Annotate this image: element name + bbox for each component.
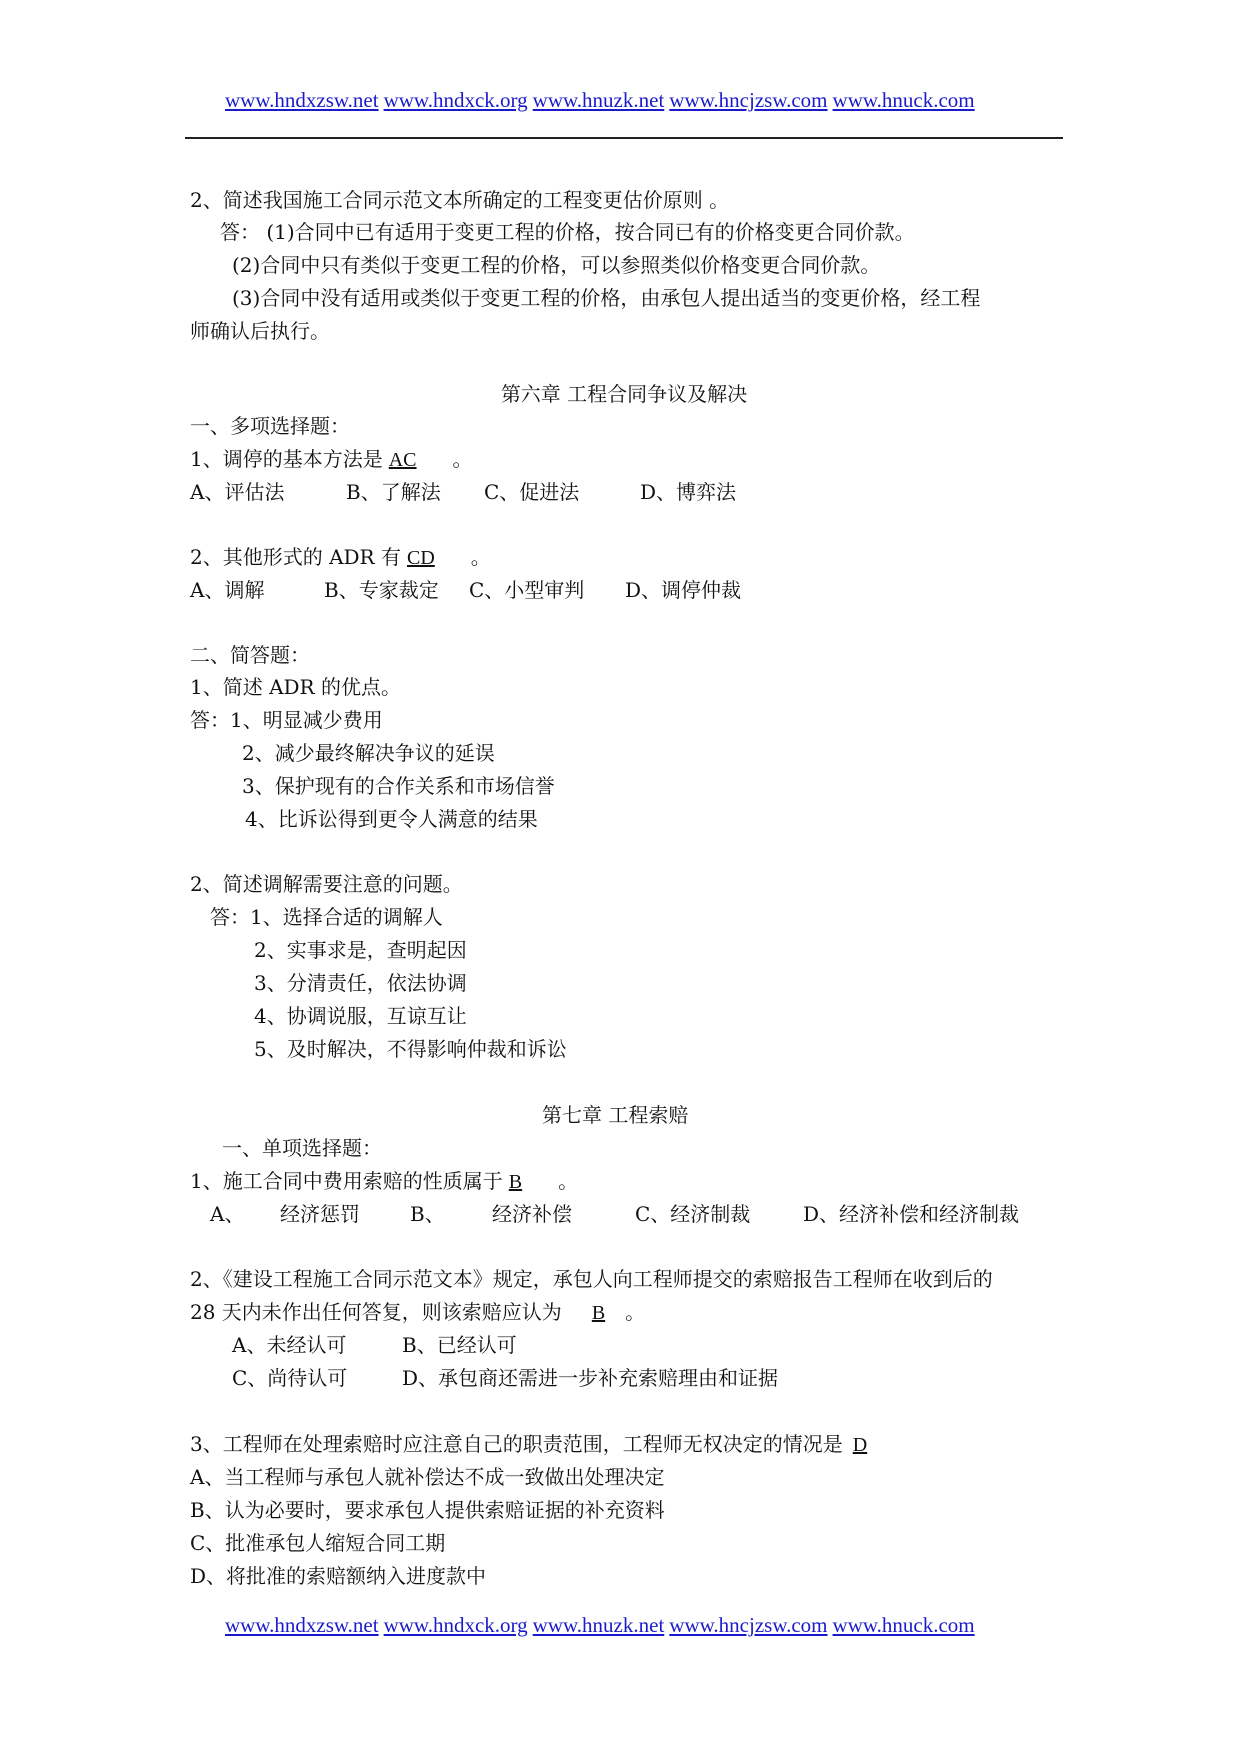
ch7-q3-option-d: D、将批准的索赔额纳入进度款中 [190,1564,487,1588]
ch7-q2-text: 28 天内未作出任何答复，则该索赔应认为 [190,1300,562,1324]
ch7-q3-text: 3、工程师在处理索赔时应注意自己的职责范围，工程师无权决定的情况是 [190,1432,843,1456]
ch6-section2-heading: 二、简答题： [190,643,310,667]
ch6-q2-option-b: B、专家裁定 [324,578,439,602]
footer-link-2[interactable]: www.hndxck.org [383,1613,528,1637]
ch6-q1-option-a: A、评估法 [190,480,285,504]
ch6-sq2-answer-2: 2、实事求是，查明起因 [254,938,467,962]
ch6-sq1-answer-3: 3、保护现有的合作关系和市场信誉 [242,774,555,798]
header-links [225,88,1025,113]
ch6-q2-options [190,576,741,604]
ch7-q1-answer: B [508,1171,523,1193]
ch6-q2-option-a: A、调解 [190,578,265,602]
ch6-q2-option-d: D、调停仲裁 [625,578,742,602]
ch6-q2-option-c: C、小型审判 [469,578,585,602]
header-rule [185,137,1063,139]
ch7-section1-heading: 一、单项选择题： [222,1136,382,1160]
ch6-sq2-answer-4: 4、协调说服，互谅互让 [254,1004,467,1028]
prev-q2-text: 2、简述我国施工合同示范文本所确定的工程变更估价原则 。 [190,188,730,212]
ch7-q2-answer: B [591,1302,606,1324]
ch6-sq2-answer-5: 5、及时解决，不得影响仲裁和诉讼 [254,1037,567,1061]
ch6-sq1-answer-2: 2、减少最终解决争议的延误 [242,741,495,765]
ch6-sq2-answer-3: 3、分清责任，依法协调 [254,971,467,995]
prev-q2-answer-3: (3)合同中没有适用或类似于变更工程的价格，由承包人提出适当的变更价格，经工程 [232,286,981,310]
ch6-q1-options [190,478,736,506]
ch7-q2-line1: 2、《建设工程施工合同示范文本》规定，承包人向工程师提交的索赔报告工程师在收到后的 [190,1267,993,1291]
ch6-q1-option-b: B、了解法 [346,480,441,504]
footer-link-4[interactable]: www.hncjzsw.com [669,1613,828,1637]
chapter7-title: 第七章 工程索赔 [542,1103,689,1127]
ch7-q1-option-c: C、经济制裁 [635,1202,751,1226]
footer-link-1[interactable]: www.hndxzsw.net [225,1613,379,1637]
footer-link-3[interactable]: www.hnuzk.net [532,1613,665,1637]
ch6-q1-answer: AC [388,449,417,471]
ch6-sq1-answer-4: 4、比诉讼得到更令人满意的结果 [245,807,538,831]
ch6-q2-end: 。 [470,545,491,569]
ch6-q1-option-c: C、促进法 [484,480,580,504]
ch7-q2-option-d: D、承包商还需进一步补充索赔理由和证据 [402,1366,779,1390]
ch7-q2-option-a: A、未经认可 [232,1333,347,1357]
ch6-q1-text: 1、调停的基本方法是 [190,447,383,471]
ch7-q1-option-b-text: 经济补偿 [492,1202,572,1226]
ch7-q3-option-c: C、批准承包人缩短合同工期 [190,1531,446,1555]
ch7-q1-option-a-text: 经济惩罚 [280,1202,360,1226]
prev-q2-answer-2: (2)合同中只有类似于变更工程的价格，可以参照类似价格变更合同价款。 [232,253,881,277]
ch6-sq1-answer-1: 答：1、明显减少费用 [190,708,383,732]
ch6-q1 [190,445,473,474]
ch6-section1-heading: 一、多项选择题： [190,414,350,438]
ch7-q2-line2 [190,1298,645,1327]
ch7-q3 [190,1430,897,1459]
ch7-q2-option-c: C、尚待认可 [232,1366,348,1390]
ch7-q3-answer: D [852,1434,868,1456]
prev-q2-answer-4: 师确认后执行。 [190,319,330,343]
ch7-q1-option-a: A、 [210,1202,245,1226]
prev-q2-answer-1: 答： (1)合同中已有适用于变更工程的价格，按合同已有的价格变更合同价款。 [220,220,915,244]
header-link-5[interactable]: www.hnuck.com [832,88,975,112]
ch6-sq2-answer-1: 答：1、选择合适的调解人 [210,905,443,929]
ch6-q1-end: 。 [452,447,473,471]
header-link-2[interactable]: www.hndxck.org [383,88,528,112]
ch7-q2-option-b: B、已经认可 [402,1333,517,1357]
ch6-q1-option-d: D、博弈法 [640,480,737,504]
ch6-q2-text: 2、其他形式的 ADR 有 [190,545,401,569]
ch7-q3-option-b: B、认为必要时，要求承包人提供索赔证据的补充资料 [190,1498,665,1522]
ch7-q1-text: 1、施工合同中费用索赔的性质属于 [190,1169,503,1193]
header-link-4[interactable]: www.hncjzsw.com [669,88,828,112]
footer-links [225,1613,1025,1638]
ch6-q2-answer: CD [406,547,435,569]
ch7-q1-option-b: B、 [410,1202,445,1226]
ch7-q1 [190,1167,578,1196]
ch7-q2-end: 。 [625,1300,646,1324]
ch6-sq2-text: 2、简述调解需要注意的问题。 [190,872,463,896]
ch6-q2 [190,543,491,572]
header-link-3[interactable]: www.hnuzk.net [532,88,665,112]
ch7-q3-option-a: A、当工程师与承包人就补偿达不成一致做出处理决定 [190,1465,665,1489]
chapter6-title: 第六章 工程合同争议及解决 [500,382,748,406]
ch7-q1-end: 。 [558,1169,579,1193]
ch7-q2-options-row2 [232,1364,778,1392]
header-link-1[interactable]: www.hndxzsw.net [225,88,379,112]
ch7-q1-option-d: D、经济补偿和经济制裁 [803,1202,1020,1226]
ch7-q1-options [210,1200,1019,1228]
ch7-q2-options-row1 [232,1331,517,1359]
footer-link-5[interactable]: www.hnuck.com [832,1613,975,1637]
ch6-sq1-text: 1、简述 ADR 的优点。 [190,675,401,699]
